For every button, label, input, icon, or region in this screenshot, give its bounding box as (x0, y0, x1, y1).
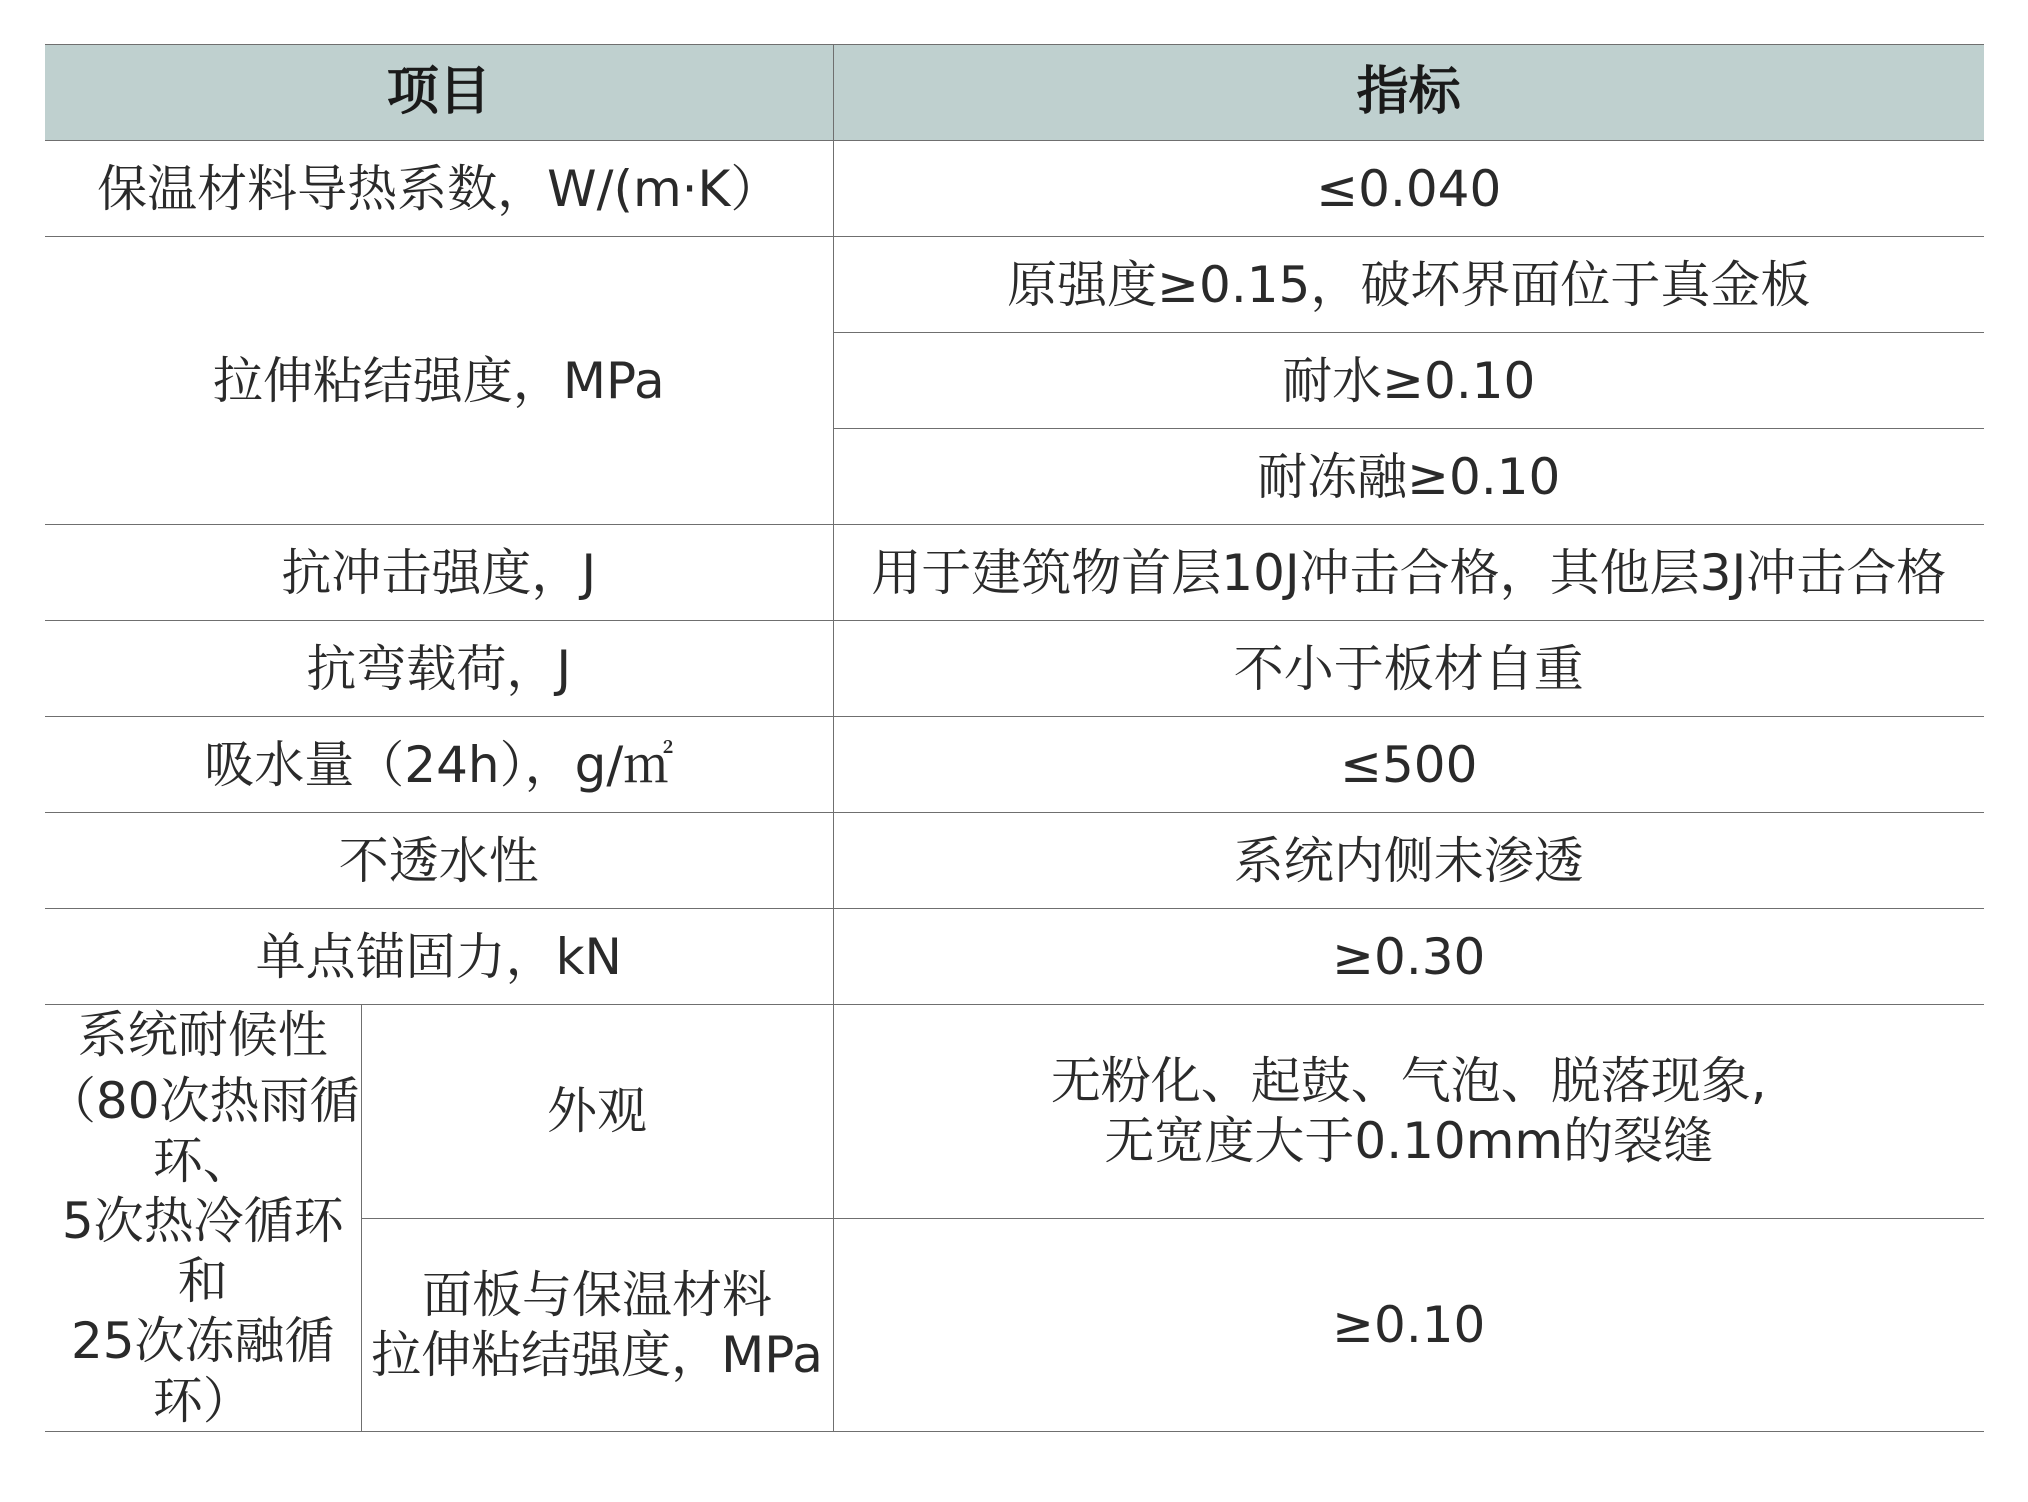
cell-item-tensile: 拉伸粘结强度，MPa (45, 237, 833, 525)
cell-spec-absorption: ≤500 (833, 717, 1984, 813)
cell-spec-bending: 不小于板材自重 (833, 621, 1984, 717)
appearance-spec-line: 无宽度大于0.10mm的裂缝 (1104, 1112, 1714, 1171)
cell-item-absorption: 吸水量（24h），g/㎡ (45, 717, 833, 813)
cell-spec-anchor: ≥0.30 (833, 909, 1984, 1005)
weathering-note-line: 5次热冷循环和 (61, 1192, 344, 1310)
cell-item-appearance: 外观 (361, 1005, 833, 1219)
cell-spec-impermeability: 系统内侧未渗透 (833, 813, 1984, 909)
cell-item-weathering (45, 1005, 361, 1432)
cell-spec-impact: 用于建筑物首层10J冲击合格，其他层3J冲击合格 (833, 525, 1984, 621)
table-row (45, 621, 1984, 717)
cell-spec-tensile-freeze: 耐冻融≥0.10 (833, 429, 1984, 525)
header-spec: 指标 (833, 45, 1984, 141)
cell-spec-tensile-water: 耐水≥0.10 (833, 333, 1984, 429)
appearance-spec-line: 无粉化、起鼓、气泡、脱落现象, (1050, 1052, 1767, 1111)
table-row (45, 909, 1984, 1005)
bond-label-line: 面板与保温材料 (422, 1265, 772, 1324)
weathering-note-line: 25次冻融循环） (70, 1312, 335, 1430)
table-row (45, 525, 1984, 621)
header-item: 项目 (45, 45, 833, 141)
cell-spec-tensile-original: 原强度≥0.15，破坏界面位于真金板 (833, 237, 1984, 333)
cell-spec-bond: ≥0.10 (833, 1218, 1984, 1432)
performance-spec-table (45, 44, 1984, 1432)
table-row (45, 1005, 1984, 1219)
cell-item-bending: 抗弯载荷，J (45, 621, 833, 717)
cell-spec-appearance (833, 1005, 1984, 1219)
bond-label-line: 拉伸粘结强度，MPa (371, 1325, 823, 1384)
table-row (45, 813, 1984, 909)
cell-spec-conductivity: ≤0.040 (833, 141, 1984, 237)
table-header-row (45, 45, 1984, 141)
cell-item-impermeability: 不透水性 (45, 813, 833, 909)
cell-item-conductivity: 保温材料导热系数，W/(m·K） (45, 141, 833, 237)
cell-item-bond (361, 1218, 833, 1432)
weathering-title: 系统耐候性 (77, 1006, 328, 1064)
table-row (45, 237, 1984, 333)
weathering-note-line: （80次热雨循环、 (45, 1072, 360, 1190)
cell-item-anchor: 单点锚固力，kN (45, 909, 833, 1005)
cell-item-impact: 抗冲击强度，J (45, 525, 833, 621)
table-row (45, 717, 1984, 813)
table-row (45, 141, 1984, 237)
